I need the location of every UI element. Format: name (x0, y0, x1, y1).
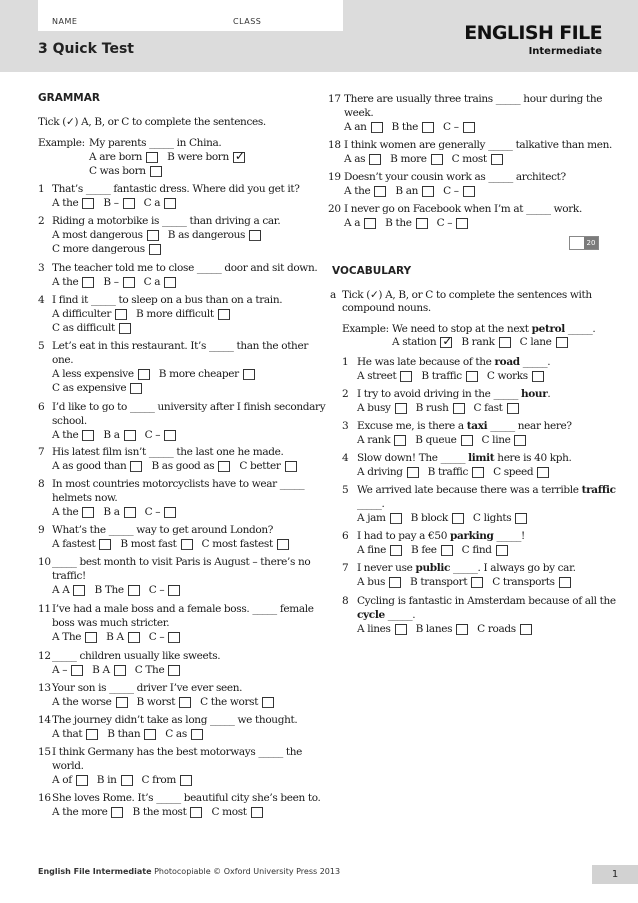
question-text-cont: school. (52, 415, 87, 427)
checkbox[interactable] (111, 807, 123, 818)
checkbox[interactable] (168, 585, 180, 596)
question-options (357, 466, 558, 478)
option: C a (144, 197, 177, 209)
option: A the (52, 276, 94, 288)
option: B block (411, 512, 464, 524)
question-options (357, 544, 517, 556)
question-number: 8 (342, 595, 349, 607)
checkbox[interactable] (514, 435, 526, 446)
checkbox[interactable] (407, 467, 419, 478)
checkbox[interactable] (491, 154, 503, 165)
question-text: I never go on Facebook when I’m at _____ work. (344, 203, 582, 215)
question-text: I think women are generally _____ talkative than men. (344, 139, 613, 151)
checkbox[interactable] (532, 371, 544, 382)
option: C – (437, 217, 469, 229)
question-options-c (52, 243, 170, 255)
question-number: 9 (38, 524, 45, 536)
option: B an (395, 185, 434, 197)
question-number: 18 (328, 139, 341, 151)
question-number: 5 (342, 484, 349, 496)
grammar-example-option-c (89, 165, 171, 177)
question-options (52, 429, 185, 441)
option: C the worst (200, 696, 274, 708)
checkbox[interactable] (463, 122, 475, 133)
option: A The (52, 631, 97, 643)
checkbox[interactable] (82, 198, 94, 209)
question-options (357, 370, 553, 382)
option: A busy (357, 402, 407, 414)
question-options (52, 460, 306, 472)
grammar-example-text: My parents _____ in China. (89, 137, 222, 149)
checkbox[interactable] (123, 198, 135, 209)
option: B the most (132, 806, 202, 818)
checkbox[interactable] (164, 277, 176, 288)
option: B queue (415, 434, 472, 446)
option-a: A station ✓ (392, 336, 452, 348)
checkbox[interactable] (395, 624, 407, 635)
option: B traffic (428, 466, 484, 478)
question-text-cont: helmets now. (52, 492, 118, 504)
question-text: _____ children usually like sweets. (52, 650, 221, 662)
question-text-cont: one. (52, 354, 74, 366)
checkbox[interactable] (422, 186, 434, 197)
option: C fast (474, 402, 519, 414)
checkbox[interactable] (395, 403, 407, 414)
option: A jam (357, 512, 402, 524)
question-text: The teacher told me to close _____ door and sit down. (52, 262, 318, 274)
option: C works (487, 370, 544, 382)
question-text: Cycling is fantastic in Amsterdam because of all the (357, 595, 616, 607)
option: B the (385, 217, 428, 229)
question-text: Doesn’t your cousin work as _____ architect? (344, 171, 566, 183)
checkbox[interactable] (559, 577, 571, 588)
question-number: 6 (38, 401, 45, 413)
checkbox[interactable] (394, 435, 406, 446)
question-number: 7 (342, 562, 349, 574)
vocabulary-instruction-2: compound nouns. (342, 302, 431, 314)
checkbox[interactable] (128, 585, 140, 596)
checkbox[interactable] (114, 665, 126, 676)
checkbox[interactable] (371, 122, 383, 133)
question-text: We arrived late because there was a terrible traffic (357, 484, 616, 496)
checkbox[interactable] (520, 624, 532, 635)
option: A less expensive (52, 368, 150, 380)
question-number: 13 (38, 682, 51, 694)
question-options (344, 121, 484, 133)
option: A – (52, 664, 83, 676)
question-text: I try to avoid driving in the _____ hour. (357, 388, 551, 400)
checkbox[interactable] (452, 513, 464, 524)
option: B fee (411, 544, 453, 556)
option: B The (94, 584, 139, 596)
brand-logo: ENGLISH FILE (464, 22, 602, 44)
question-number: 15 (38, 746, 51, 758)
question-number: 2 (38, 215, 45, 227)
checkbox[interactable] (146, 152, 158, 163)
question-number: 12 (38, 650, 51, 662)
question-number: 11 (38, 603, 51, 615)
question-number: 20 (328, 203, 341, 215)
score-box (569, 236, 599, 250)
option: B more cheaper (159, 368, 255, 380)
question-text: I had to pay a €50 parking _____! (357, 530, 525, 542)
question-text: Let’s eat in this restaurant. It’s _____ than the other (52, 340, 309, 352)
checkbox[interactable] (422, 122, 434, 133)
question-text: Riding a motorbike is _____ than driving a car. (52, 215, 281, 227)
question-options (344, 153, 512, 165)
option: C – (145, 506, 177, 518)
option: A bus (357, 576, 401, 588)
option: A street (357, 370, 412, 382)
checkbox[interactable] (149, 244, 161, 255)
checkbox[interactable] (364, 218, 376, 229)
question-text: What’s the _____ way to get around London? (52, 524, 274, 536)
checkbox[interactable] (400, 371, 412, 382)
option-b: B rank (461, 336, 510, 348)
checked-box[interactable] (233, 152, 245, 163)
checked-box[interactable] (440, 337, 452, 348)
option: B lanes (416, 623, 469, 635)
option: A fastest (52, 538, 111, 550)
question-text-cont: _____. (357, 498, 385, 510)
checkbox[interactable] (390, 513, 402, 524)
checkbox[interactable] (277, 539, 289, 550)
class-label: CLASS (233, 17, 262, 26)
checkbox[interactable] (124, 507, 136, 518)
option: C better (239, 460, 296, 472)
question-number: 16 (38, 792, 51, 804)
option: A the (52, 197, 94, 209)
checkbox[interactable] (179, 697, 191, 708)
question-text: I think Germany has the best motorways _____ the (52, 746, 303, 758)
question-options (52, 696, 283, 708)
question-number: 1 (342, 356, 349, 368)
question-options (52, 276, 185, 288)
question-text: I’ve had a male boss and a female boss. _____ female (52, 603, 314, 615)
option: B rush (416, 402, 465, 414)
question-number: 8 (38, 478, 45, 490)
option: B worst (137, 696, 192, 708)
option: A that (52, 728, 98, 740)
vocab-example-text: We need to stop at the next petrol _____. (392, 323, 596, 335)
option-a: A are born (89, 151, 158, 163)
question-number: 4 (38, 294, 45, 306)
question-options (52, 806, 272, 818)
option: B a (103, 506, 135, 518)
option: A the (344, 185, 386, 197)
option: B in (97, 774, 133, 786)
checkbox[interactable] (556, 337, 568, 348)
question-number: 14 (38, 714, 51, 726)
option: C – (145, 429, 177, 441)
option: A the (52, 429, 94, 441)
checkbox[interactable] (251, 807, 263, 818)
checkbox[interactable] (537, 467, 549, 478)
grammar-example-prefix: Example: (38, 137, 85, 149)
option: A the worse (52, 696, 128, 708)
checkbox[interactable] (507, 403, 519, 414)
checkbox[interactable] (116, 697, 128, 708)
question-options (52, 308, 239, 320)
option: C – (149, 631, 181, 643)
question-number: 2 (342, 388, 349, 400)
question-options (52, 664, 189, 676)
question-number: 3 (38, 262, 45, 274)
checkbox[interactable] (150, 166, 162, 177)
question-options (52, 229, 270, 241)
option: B as dangerous (168, 229, 261, 241)
question-text: The journey didn’t take as long _____ we thought. (52, 714, 298, 726)
checkbox[interactable] (431, 154, 443, 165)
checkbox[interactable] (472, 467, 484, 478)
question-options (357, 402, 528, 414)
checkbox[interactable] (496, 545, 508, 556)
question-options (52, 728, 212, 740)
checkbox[interactable] (441, 545, 453, 556)
question-text: His latest film isn’t _____ the last one he made. (52, 446, 284, 458)
option: C roads (477, 623, 532, 635)
checkbox[interactable] (164, 198, 176, 209)
option: A A (52, 584, 85, 596)
question-options-c (52, 382, 151, 394)
checkbox[interactable] (71, 665, 83, 676)
checkbox[interactable] (76, 775, 88, 786)
checkbox[interactable] (99, 539, 111, 550)
option: C line (482, 434, 527, 446)
question-text-cont: world. (52, 760, 84, 772)
option: C a (144, 276, 177, 288)
option: B more difficult (136, 308, 230, 320)
checkbox[interactable] (138, 369, 150, 380)
option: A as good than (52, 460, 142, 472)
question-number: 10 (38, 556, 51, 568)
option: C more dangerous (52, 243, 161, 255)
checkbox[interactable] (471, 577, 483, 588)
vocabulary-part: a (330, 289, 336, 301)
question-options (52, 538, 298, 550)
option-c: C was born (89, 165, 162, 177)
option: B more (390, 153, 442, 165)
question-text-cont: week. (344, 107, 374, 119)
option: A an (344, 121, 383, 133)
checkbox[interactable] (515, 513, 527, 524)
option: C – (149, 584, 181, 596)
checkbox[interactable] (390, 545, 402, 556)
question-number: 4 (342, 452, 349, 464)
option: C as difficult (52, 322, 131, 334)
checkbox[interactable] (164, 430, 176, 441)
checkbox[interactable] (82, 430, 94, 441)
checkbox[interactable] (191, 729, 203, 740)
option: A rank (357, 434, 406, 446)
vocab-example-options (392, 336, 577, 348)
question-text-cont: traffic! (52, 570, 86, 582)
option: C as (165, 728, 203, 740)
option: A lines (357, 623, 407, 635)
checkbox[interactable] (86, 729, 98, 740)
question-options (52, 584, 189, 596)
option: B A (92, 664, 126, 676)
option: B most fast (120, 538, 192, 550)
checkbox[interactable] (389, 577, 401, 588)
checkbox[interactable] (416, 218, 428, 229)
question-number: 1 (38, 183, 45, 195)
checkbox[interactable] (121, 775, 133, 786)
grammar-title: GRAMMAR (38, 92, 100, 104)
question-options (344, 217, 477, 229)
question-text: I’d like to go to _____ university after I finish secondary (52, 401, 326, 413)
question-text: _____ best month to visit Paris is August – there’s no (52, 556, 311, 568)
option: C most (211, 806, 262, 818)
checkbox[interactable] (123, 277, 135, 288)
option: C – (443, 121, 475, 133)
question-options (52, 506, 185, 518)
checkbox[interactable] (168, 632, 180, 643)
question-text: That’s _____ fantastic dress. Where did you get it? (52, 183, 300, 195)
checkbox[interactable] (456, 218, 468, 229)
question-options-c (52, 322, 140, 334)
checkbox[interactable] (463, 186, 475, 197)
option: B A (106, 631, 140, 643)
option: B traffic (421, 370, 477, 382)
checkbox[interactable] (124, 430, 136, 441)
checkbox[interactable] (119, 323, 131, 334)
footer-copyright: English File Intermediate Photocopiable © Oxford University Press 2013 (38, 867, 341, 876)
score-total: 20 (584, 237, 598, 249)
question-text-cont: boss was much stricter. (52, 617, 170, 629)
question-text: I never use public _____. I always go by car. (357, 562, 576, 574)
option: B the (392, 121, 435, 133)
checkbox[interactable] (128, 632, 140, 643)
vocab-example-prefix: Example: (342, 323, 389, 335)
option: C from (142, 774, 192, 786)
checkbox[interactable] (453, 403, 465, 414)
question-options (344, 185, 484, 197)
option: A as (344, 153, 381, 165)
brand-level: Intermediate (528, 46, 602, 57)
checkbox[interactable] (164, 507, 176, 518)
option-b: B were born ✓ (167, 151, 245, 163)
checkbox[interactable] (130, 383, 142, 394)
checkbox[interactable] (130, 461, 142, 472)
question-number: 6 (342, 530, 349, 542)
checkbox[interactable] (369, 154, 381, 165)
option: A driving (357, 466, 419, 478)
checkbox[interactable] (374, 186, 386, 197)
checkbox[interactable] (82, 507, 94, 518)
option: C most (452, 153, 503, 165)
question-text: Slow down! The _____ limit here is 40 kph. (357, 452, 572, 464)
checkbox[interactable] (190, 807, 202, 818)
question-options (357, 576, 580, 588)
option: A most dangerous (52, 229, 159, 241)
option: C speed (493, 466, 549, 478)
checkbox[interactable] (218, 309, 230, 320)
vocabulary-title: VOCABULARY (332, 265, 412, 277)
question-number: 3 (342, 420, 349, 432)
question-options (357, 434, 535, 446)
option: B a (103, 429, 135, 441)
option: C find (462, 544, 508, 556)
question-text: She loves Rome. It’s _____ beautiful city she’s been to. (52, 792, 321, 804)
checkbox[interactable] (115, 309, 127, 320)
name-label: NAME (52, 17, 78, 26)
option: B – (103, 276, 134, 288)
question-number: 5 (38, 340, 45, 352)
checkbox[interactable] (147, 230, 159, 241)
checkbox[interactable] (82, 277, 94, 288)
option: B as good as (151, 460, 230, 472)
checkbox[interactable] (499, 337, 511, 348)
option: A of (52, 774, 88, 786)
checkbox[interactable] (285, 461, 297, 472)
question-options (52, 774, 201, 786)
checkbox[interactable] (85, 632, 97, 643)
question-text: I find it _____ to sleep on a bus than on a train. (52, 294, 283, 306)
question-text: Your son is _____ driver I’ve ever seen. (52, 682, 243, 694)
question-options (357, 512, 536, 524)
page-number: 1 (592, 865, 638, 884)
option: A a (344, 217, 376, 229)
option: C – (443, 185, 475, 197)
checkbox[interactable] (180, 775, 192, 786)
option: A the more (52, 806, 123, 818)
checkbox[interactable] (144, 729, 156, 740)
checkbox[interactable] (243, 369, 255, 380)
question-text-cont: cycle _____. (357, 609, 416, 621)
question-number: 17 (328, 93, 341, 105)
question-options (52, 197, 185, 209)
question-text: Excuse me, is there a taxi _____ near here? (357, 420, 572, 432)
option: C transports (492, 576, 571, 588)
option: B – (103, 197, 134, 209)
checkbox[interactable] (466, 371, 478, 382)
option: C as expensive (52, 382, 142, 394)
option: C most fastest (202, 538, 289, 550)
checkbox[interactable] (461, 435, 473, 446)
option: C lights (473, 512, 527, 524)
page-title: 3 Quick Test (38, 41, 134, 57)
option: A the (52, 506, 94, 518)
vocabulary-instruction-1: Tick (✓) A, B, or C to complete the sentences with (342, 289, 592, 301)
option: B transport (410, 576, 483, 588)
question-text: He was late because of the road _____. (357, 356, 551, 368)
checkbox[interactable] (456, 624, 468, 635)
option: C The (135, 664, 181, 676)
question-options (52, 368, 264, 380)
question-number: 19 (328, 171, 341, 183)
question-text: In most countries motorcyclists have to wear _____ (52, 478, 305, 490)
option: A fine (357, 544, 402, 556)
question-text: There are usually three trains _____ hour during the (344, 93, 603, 105)
option-c: C lane (520, 336, 568, 348)
option: A difficulter (52, 308, 127, 320)
checkbox[interactable] (249, 230, 261, 241)
checkbox[interactable] (168, 665, 180, 676)
checkbox[interactable] (73, 585, 85, 596)
name-class-field[interactable] (38, 0, 343, 31)
grammar-instruction: Tick (✓) A, B, or C to complete the sentences. (38, 116, 266, 128)
question-number: 7 (38, 446, 45, 458)
question-options (52, 631, 189, 643)
question-options (357, 623, 541, 635)
grammar-example-options (89, 151, 254, 163)
checkbox[interactable] (181, 539, 193, 550)
checkbox[interactable] (218, 461, 230, 472)
option: B than (107, 728, 156, 740)
checkbox[interactable] (262, 697, 274, 708)
